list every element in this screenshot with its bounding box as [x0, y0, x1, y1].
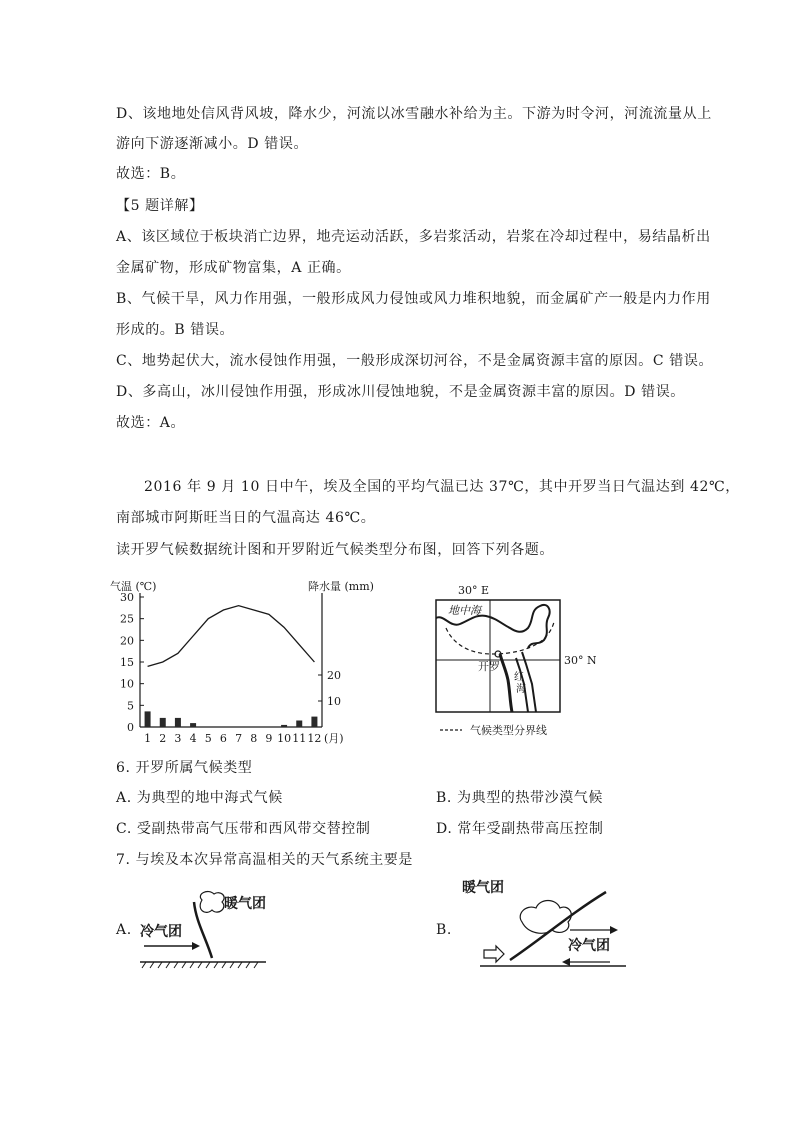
q6-option-b[interactable]: B. 为典型的热带沙漠气候 [436, 790, 603, 806]
x-tick-label: 10 [277, 732, 292, 745]
fig-b-cloud-icon [520, 901, 571, 934]
y-left-tick-label: 10 [120, 677, 134, 691]
x-unit-label: (月) [324, 732, 344, 745]
x-tick-label: 4 [189, 732, 197, 745]
y-left-tick-label: 20 [120, 634, 134, 648]
q6-option-a[interactable]: A. 为典型的地中海式气候 [116, 790, 283, 806]
x-tick-label: 12 [307, 732, 322, 745]
map-svg [420, 584, 596, 744]
map-sea-label: 地中海 [448, 604, 481, 617]
map-lon-label: 30° E [458, 584, 490, 597]
analysis-b-line2: 形成的。B 错误。 [116, 322, 235, 338]
intro-line2: 南部城市阿斯旺当日的气温高达 46℃。 [116, 510, 376, 526]
y-left-tick-label: 0 [127, 721, 134, 734]
precip-bar [311, 717, 317, 727]
fig-a-cold-label: 冷气团 [140, 924, 182, 940]
temperature-line [148, 606, 315, 667]
analysis-a-line1: A、该区域位于板块消亡边界，地壳运动活跃，多岩浆活动，岩浆在冷却过程中，易结晶析出 [116, 229, 711, 245]
cairo-climate-chart [110, 580, 374, 750]
fig-b-top-arrowhead [610, 926, 618, 934]
climate-chart-svg [110, 580, 374, 750]
answer-q5: 故选：A。 [116, 415, 186, 431]
map-red-sea-label-1: 红 [514, 672, 524, 683]
analysis-a-line2: 金属矿物，形成矿物富集，A 正确。 [116, 260, 351, 276]
analysis-d5-line: D、多高山，冰川侵蚀作用强，形成冰川侵蚀地貌，不是金属资源丰富的原因。D 错误。 [116, 384, 685, 400]
analysis-c-line: C、地势起伏大，流水侵蚀作用强，一般形成深切河谷，不是金属资源丰富的原因。C 错误。 [116, 353, 714, 369]
x-tick-label: 9 [265, 732, 273, 745]
y-left-axis-title: 气温 (℃) [110, 580, 157, 593]
y-right-tick-label: 20 [327, 669, 341, 682]
q7-option-b-label[interactable]: B. [436, 922, 452, 938]
precip-bar [190, 723, 196, 727]
intro-line1: 2016 年 9 月 10 日中午，埃及全国的平均气温已达 37℃，其中开罗当日气温达到 42℃， [144, 479, 740, 495]
answer-q4: 故选：B。 [116, 166, 186, 182]
fig-a-arrowhead [192, 942, 200, 950]
q6-stem: 6. 开罗所属气候类型 [116, 760, 253, 776]
y-left-tick-label: 30 [120, 591, 134, 604]
precip-bar [145, 711, 151, 727]
q7-stem: 7. 与埃及本次异常高温相关的天气系统主要是 [116, 852, 414, 868]
analysis-d-line1: D、该地地处信风背风坡，降水少，河流以冰雪融水补给为主。下游为时令河，河流流量从上 [116, 106, 712, 122]
fig-a-cloud-icon [200, 892, 224, 913]
fig-b-cold-label: 冷气团 [568, 938, 610, 954]
x-tick-label: 8 [250, 732, 258, 745]
x-tick-label: 6 [219, 732, 227, 745]
y-right-axis-title: 降水量 (mm) [308, 580, 374, 593]
analysis-b-line1: B、气候干旱，风力作用强，一般形成风力侵蚀或风力堆积地貌，而金属矿产一般是内力作用 [116, 291, 711, 307]
fig-a-warm-label: 暖气团 [224, 896, 266, 912]
nile-river [500, 654, 512, 712]
precip-bar [281, 725, 287, 727]
fig-a-ground-hatch [142, 962, 258, 968]
y-left-tick-label: 15 [120, 656, 134, 669]
intro-line3: 读开罗气候数据统计图和开罗附近气候类型分布图，回答下列各题。 [116, 542, 554, 558]
y-right-tick-label: 10 [327, 695, 341, 708]
x-tick-label: 3 [174, 732, 182, 745]
fig-b-warm-label: 暖气团 [462, 880, 504, 896]
fig-a-front [194, 902, 212, 958]
cold-front-diagram[interactable] [136, 886, 306, 976]
y-left-tick-label: 5 [127, 699, 134, 713]
x-tick-label: 7 [235, 732, 243, 745]
map-lat-label: 30° N [564, 654, 596, 667]
analysis-d-line2: 游向下游逐渐减小。D 错误。 [116, 136, 309, 152]
climate-boundary [446, 622, 554, 654]
fig-b-bottom-arrowhead [562, 958, 570, 966]
heading-q5: 【5 题详解】 [116, 198, 204, 214]
warm-front-svg [460, 870, 630, 970]
fig-b-arrow-icon [484, 946, 504, 962]
x-tick-label: 5 [204, 732, 212, 745]
cold-front-svg [136, 886, 286, 976]
precip-bar [296, 721, 302, 728]
precip-bar [160, 718, 166, 727]
y-left-tick-label: 25 [120, 612, 134, 626]
q6-option-d[interactable]: D. 常年受副热带高压控制 [436, 821, 604, 837]
map-city-label: 开罗 [478, 660, 500, 673]
precip-bar [175, 718, 181, 727]
x-tick-label: 11 [292, 732, 307, 745]
q6-option-c[interactable]: C. 受副热带高气压带和西风带交替控制 [116, 821, 371, 837]
map-legend-label: 气候类型分界线 [470, 724, 547, 737]
map-red-sea-label-2: 海 [516, 684, 526, 695]
x-tick-label: 2 [159, 732, 167, 745]
cairo-climate-map [420, 584, 596, 744]
q7-option-a-label[interactable]: A. [116, 922, 132, 938]
warm-front-diagram[interactable] [460, 870, 650, 970]
x-tick-label: 1 [144, 732, 152, 745]
